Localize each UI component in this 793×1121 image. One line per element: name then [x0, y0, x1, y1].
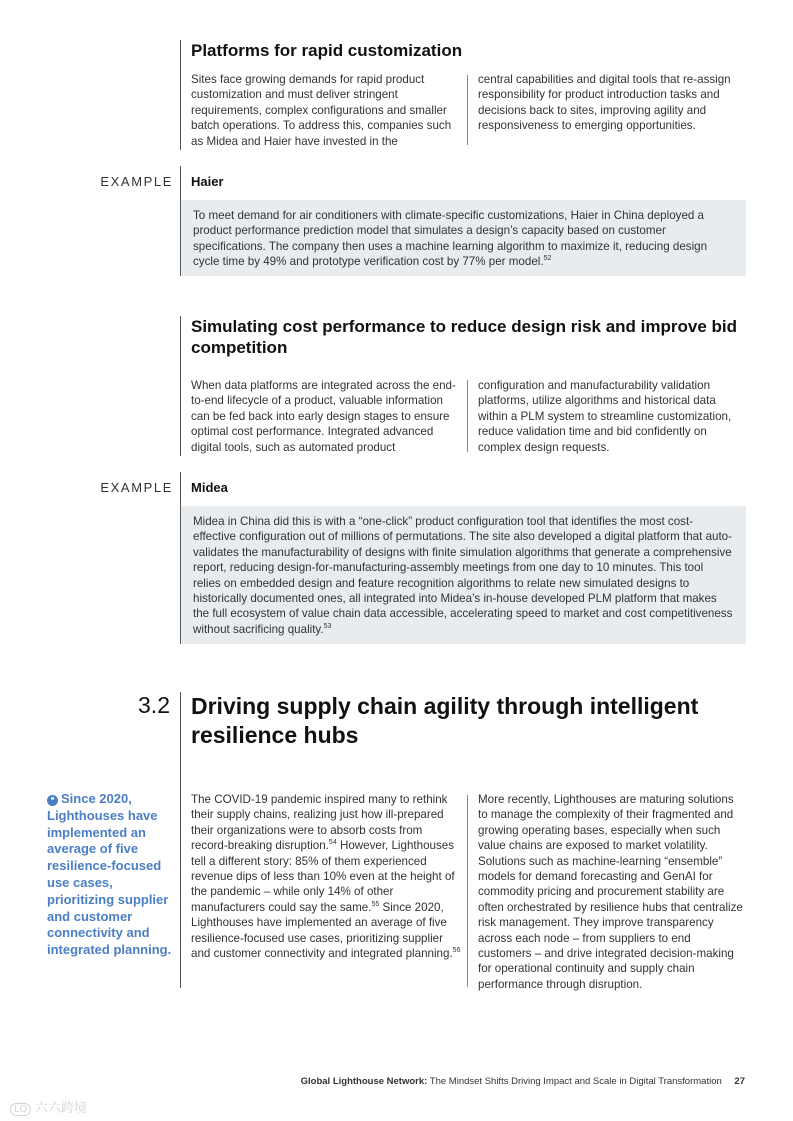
example-box	[181, 200, 746, 276]
section-heading: Simulating cost performance to reduce design risk and improve bid competition	[191, 317, 738, 357]
section-number: 3.2	[138, 692, 170, 718]
body-column-right: configuration and manufacturability validation platforms, utilize algorithms and historical data within a PLM system to streamline customization, reduce validation time and bid confidently on complex design requests.	[478, 379, 732, 454]
body-column-left: Sites face growing demands for rapid product customization and must deliver stringent requirements, complex configurations and smaller batch operations. To address this, companies such as Midea and Haier have invested in the	[191, 73, 452, 148]
footnote-ref: 55	[371, 900, 380, 908]
body-text: Since 2020, Lighthouses have implemented an average of five resilience-focused use cases, prioritizing supplier and customer connectivity and integrated planning.	[191, 900, 453, 961]
section-rule	[180, 316, 181, 456]
example-label: EXAMPLE	[100, 480, 173, 495]
section-rule	[180, 692, 181, 988]
section-rule	[180, 40, 181, 150]
example-text: Midea in China did this is with a “one-click” product configuration tool that identifies the most cost-effective configuration out of millions of permutations. The site also developed a digital platform that auto-validates the manufacturability of designs with finite simulation algorithms that generate a comprehensive report, reducing design-for-manufacturing-assembly meetings from one day to 10 minutes. This tool relies on embedded design and feature recognition algorithms to relate new simulated designs to historically documented ones, all integrated into Midea’s in-house developed PLM platform that makes the full ecosystem of value chain data accessible, accelerating speed to market and cost competitiveness without sacrificing quality.	[193, 515, 733, 636]
body-column-right: More recently, Lighthouses are maturing solutions to manage the complexity of their fragmented and growing operating bases, especially when such value chains are exposed to market volatility. Solutions such as machine-learning “ensemble” models for demand forecasting and GenAI for commodity pricing and procurement stability are often orchestrated by resilience hubs that centralize risk management. They improve transparency across each node – from suppliers to end customers – and drive integrated decision-making for operational continuity and supply chain performance through disruption.	[478, 793, 743, 991]
footnote-ref: 54	[328, 839, 337, 847]
column-divider	[467, 380, 468, 452]
column-divider	[467, 75, 468, 145]
footnote-ref: 56	[452, 947, 461, 955]
footer-report-title: The Mindset Shifts Driving Impact and Scale in Digital Transformation	[429, 1076, 722, 1087]
example-text: To meet demand for air conditioners with climate-specific customizations, Haier in China deployed a product performance prediction model that simulates a design’s capacity based on customer specifications. The company then uses a machine learning algorithm to maximize it, reducing design cycle time by 49% and prototype verification cost by 77% per model.	[193, 209, 708, 269]
quote-icon: ❝	[47, 795, 58, 806]
body-column-left	[191, 792, 461, 961]
section-title: Driving supply chain agility through intelligent resilience hubs	[191, 693, 699, 748]
watermark	[10, 1097, 87, 1116]
watermark-text: 六六跨境	[34, 1100, 87, 1115]
column-divider	[467, 795, 468, 987]
watermark-logo-icon: LO	[10, 1103, 31, 1116]
body-text: The COVID-19 pandemic inspired many to rethink their supply chains, realizing just how ill-prepared their organizations were to absorb costs from record-breaking disruption.	[191, 793, 448, 853]
page-footer	[301, 1076, 745, 1087]
section-heading: Platforms for rapid customization	[191, 41, 463, 60]
body-text: However, Lighthouses tell a different story: 85% of them experienced revenue dips of less than 10% even at the height of the pandemic – while only 14% of other manufacturers could say the same.	[191, 839, 455, 914]
callout-quote	[47, 791, 177, 959]
callout-text: Since 2020, Lighthouses have implemented an average of five resilience-focused use cases, prioritizing supplier and customer connectivity and integrated planning.	[47, 791, 172, 958]
footnote-ref: 52	[543, 255, 552, 263]
example-box	[181, 506, 746, 644]
page-number: 27	[734, 1076, 745, 1087]
footnote-ref: 53	[323, 622, 332, 630]
example-label: EXAMPLE	[100, 174, 173, 189]
example-company: Midea	[191, 480, 228, 495]
footer-report-name: Global Lighthouse Network:	[300, 1076, 428, 1087]
body-column-right: central capabilities and digital tools that re-assign responsibility for product introduction tasks and decisions back to sites, improving agility and responsiveness to emerging opportunities.	[478, 73, 731, 133]
example-company: Haier	[191, 174, 224, 189]
body-column-left: When data platforms are integrated across the end-to-end lifecycle of a product, valuable information can be fed back into early design stages to ensure optimal cost performance. Integrated advanced digital tools, such as automated product	[191, 379, 456, 454]
